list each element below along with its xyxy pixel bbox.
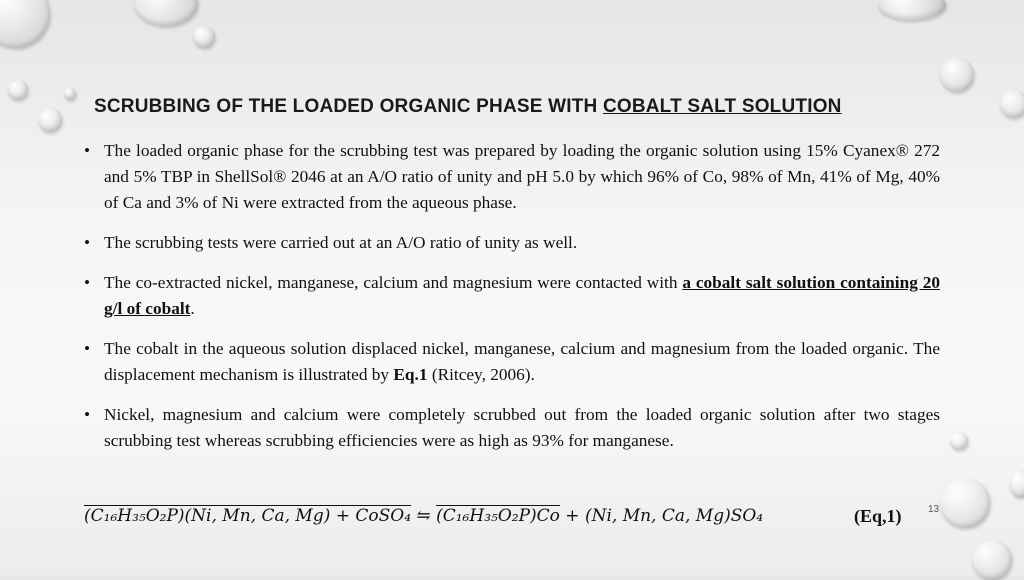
bullet-text: Nickel, magnesium and calcium were completely scrubbed out from the loaded organic solution after two stages scrubbing test whereas scrubbing efficiencies were as high as 93% for manganese. bbox=[104, 405, 940, 450]
reaction-equation bbox=[84, 506, 914, 526]
bullet-item bbox=[84, 270, 940, 322]
equation-label: (Eq,1) bbox=[854, 506, 902, 526]
bullet-item bbox=[84, 230, 940, 256]
bullet-item bbox=[84, 138, 940, 216]
water-drop-decoration bbox=[8, 80, 28, 100]
bullet-list bbox=[84, 138, 940, 468]
water-drop-decoration bbox=[1010, 470, 1024, 498]
bullet-emphasis: a cobalt salt solution containing 20 g/l of cobalt bbox=[104, 273, 940, 318]
page-number: 13 bbox=[928, 504, 940, 515]
equation-rhs-organic: (C₁₆H₃₅O₂P)Co bbox=[436, 506, 560, 526]
title-underlined-text: COBALT SALT SOLUTION bbox=[602, 96, 842, 117]
water-drop-decoration bbox=[878, 0, 946, 20]
bullet-text: The cobalt in the aqueous solution displaced nickel, manganese, calcium and magnesium from the loaded organic. The displacement mechanism is illustrated by bbox=[104, 339, 940, 384]
water-drop-decoration bbox=[134, 0, 198, 26]
bullet-item bbox=[84, 336, 940, 388]
bullet-text: (Ritcey, 2006). bbox=[427, 365, 535, 384]
title-text: SCRUBBING OF THE LOADED ORGANIC PHASE WITH bbox=[94, 96, 603, 117]
water-drop-decoration bbox=[0, 0, 50, 48]
bullet-text: The loaded organic phase for the scrubbing test was prepared by loading the organic solution using 15% Cyanex® 272 and 5% TBP in ShellSol® 2046 at an A/O ratio of unity and pH 5.0 by which 96% of Co, 98% of Mn, 41% of Mg, 40% of Ca and 3% of Ni were extracted from the aqueous phase. bbox=[104, 141, 940, 212]
water-drop-decoration bbox=[64, 88, 76, 100]
slide-title bbox=[94, 96, 954, 118]
equilibrium-arrow: ⇋ bbox=[416, 506, 431, 526]
bullet-text: The scrubbing tests were carried out at an A/O ratio of unity as well. bbox=[104, 233, 578, 252]
bullet-item bbox=[84, 402, 940, 454]
water-drop-decoration bbox=[972, 540, 1012, 580]
bullet-text: The co-extracted nickel, manganese, calcium and magnesium were contacted with bbox=[104, 273, 683, 292]
equation-reference: Eq.1 bbox=[393, 365, 428, 384]
water-drop-decoration bbox=[950, 432, 968, 450]
equation-lhs: (C₁₆H₃₅O₂P)(Ni, Mn, Ca, Mg) + CoSO₄ bbox=[84, 506, 412, 526]
water-drop-decoration bbox=[940, 58, 974, 92]
bullet-text: . bbox=[190, 299, 195, 318]
water-drop-decoration bbox=[1000, 90, 1024, 118]
water-drop-decoration bbox=[38, 108, 62, 132]
water-drop-decoration bbox=[193, 26, 215, 48]
equation-rhs-aqueous: + (Ni, Mn, Ca, Mg)SO₄ bbox=[559, 506, 764, 526]
water-drop-decoration bbox=[940, 478, 990, 528]
